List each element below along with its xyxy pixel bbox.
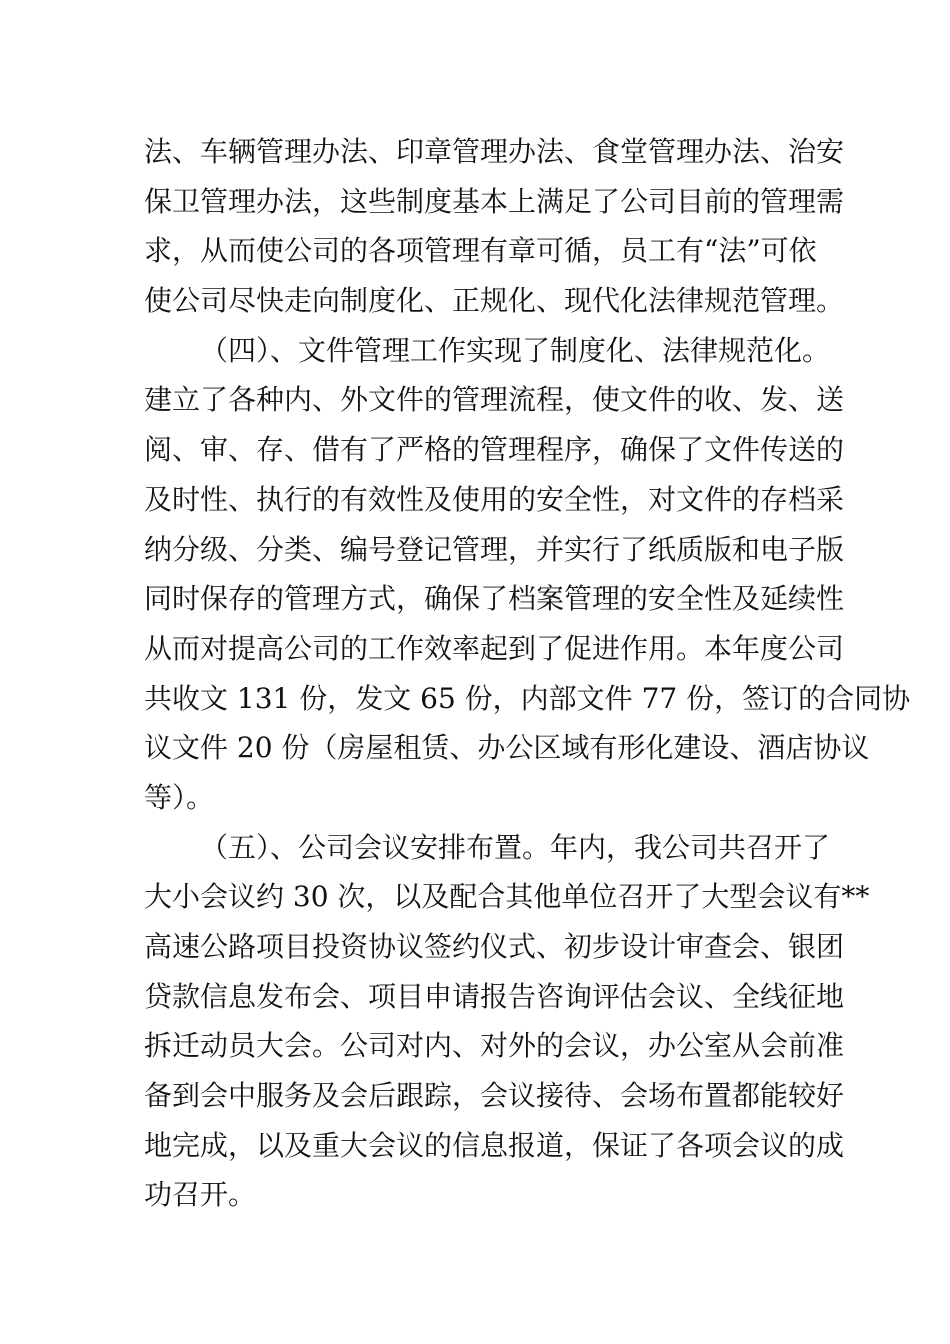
text-line: 及时性、执行的有效性及使用的安全性，对文件的存档采 bbox=[144, 482, 845, 516]
section-heading-four: （四）、文件管理工作实现了制度化、法律规范化。 bbox=[200, 333, 831, 367]
text-line: 纳分级、分类、编号登记管理，并实行了纸质版和电子版 bbox=[144, 532, 845, 566]
text-line: 使公司尽快走向制度化、正规化、现代化法律规范管理。 bbox=[144, 284, 845, 318]
section-heading-five: （五）、公司会议安排布置。年内，我公司共召开了 bbox=[200, 830, 831, 864]
text-line: 阅、审、存、借有了严格的管理程序，确保了文件传送的 bbox=[144, 433, 845, 467]
paragraph-meetings bbox=[144, 823, 870, 1221]
text-line: 从而对提高公司的工作效率起到了促进作用。本年度公司 bbox=[144, 631, 845, 665]
text-line: 等）。 bbox=[144, 780, 215, 814]
text-line: 建立了各种内、外文件的管理流程，使文件的收、发、送 bbox=[144, 383, 845, 417]
text-line: 高速公路项目投资协议签约仪式、初步设计审查会、银团 bbox=[144, 930, 845, 963]
document-body bbox=[144, 127, 911, 1220]
text-line: 拆迁动员大会。公司对内、对外的会议，办公室从会前准 bbox=[144, 1029, 845, 1063]
text-line: 保卫管理办法，这些制度基本上满足了公司目前的管理需 bbox=[144, 184, 845, 218]
text-line: 求，从而使公司的各项管理有章可循，员工有“法”可依 bbox=[144, 234, 817, 268]
text-line: 大小会议约 30 次，以及配合其他单位召开了大型会议有** bbox=[144, 880, 870, 914]
text-line: 功召开。 bbox=[144, 1178, 257, 1212]
text-line: 议文件 20 份（房屋租赁、办公区域有形化建设、酒店协议 bbox=[144, 731, 870, 765]
text-line: 备到会中服务及会后跟踪，会议接待、会场布置都能较好 bbox=[144, 1079, 845, 1113]
text-line: 地完成，以及重大会议的信息报道，保证了各项会议的成 bbox=[144, 1128, 845, 1162]
text-line: 同时保存的管理方式，确保了档案管理的安全性及延续性 bbox=[144, 582, 845, 616]
paragraph-regulations bbox=[144, 127, 845, 326]
text-line: 法、车辆管理办法、印章管理办法、食堂管理办法、治安 bbox=[144, 135, 845, 168]
text-line: 贷款信息发布会、项目申请报告咨询评估会议、全线征地 bbox=[144, 979, 845, 1013]
paragraph-file-management bbox=[144, 326, 911, 823]
text-line: 共收文 131 份，发文 65 份，内部文件 77 份，签订的合同协 bbox=[144, 681, 911, 715]
